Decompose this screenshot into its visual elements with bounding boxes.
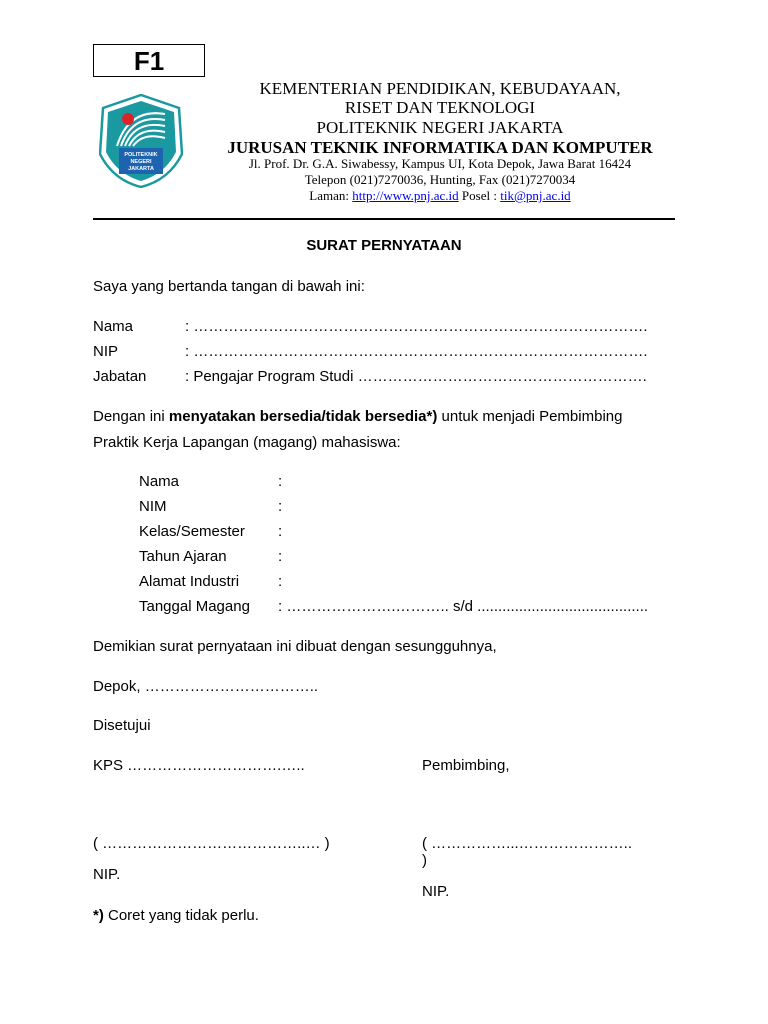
statement-suffix: untuk menjadi Pembimbing bbox=[437, 408, 623, 425]
student-class-label: Kelas/Semester bbox=[139, 523, 245, 540]
department-name: JURUSAN TEKNIK INFORMATIKA DAN KOMPUTER bbox=[227, 138, 653, 157]
place-date: Depok, …………………………….. bbox=[93, 678, 319, 695]
signer-nip-label: NIP bbox=[93, 343, 119, 360]
signer-name-value: : ………………………………………………………………………………. bbox=[185, 318, 648, 335]
logo-red-dot bbox=[122, 113, 134, 125]
statement-prefix: Dengan ini bbox=[93, 408, 169, 425]
email-link[interactable]: tik@pnj.ac.id bbox=[500, 188, 571, 203]
student-class-value: : bbox=[278, 523, 283, 540]
approved-label: Disetujui bbox=[93, 717, 151, 734]
supervisor-label: Pembimbing, bbox=[422, 757, 510, 774]
nip-right: NIP. bbox=[422, 883, 450, 900]
statement-line-1 bbox=[93, 408, 622, 425]
logo-line-1: POLITEKNIK bbox=[124, 152, 158, 158]
pnj-logo bbox=[99, 94, 183, 188]
student-industry-label: Alamat Industri bbox=[139, 573, 240, 590]
student-name-label: Nama bbox=[139, 473, 180, 490]
logo-line-2: NEGERI bbox=[130, 159, 152, 165]
institution-name: POLITEKNIK NEGERI JAKARTA bbox=[316, 118, 564, 137]
nip-left: NIP. bbox=[93, 866, 121, 883]
phone: Telepon (021)7270036, Hunting, Fax (021)7270034 bbox=[304, 172, 576, 187]
signature-right-line-2: ) bbox=[422, 852, 427, 869]
ministry-line-2: RISET DAN TEKNOLOGI bbox=[344, 98, 536, 117]
closing-text: Demikian surat pernyataan ini dibuat dengan sesungguhnya, bbox=[93, 638, 497, 655]
form-code-box: F1 bbox=[93, 44, 205, 77]
signer-name-label: Nama bbox=[93, 318, 134, 335]
email-label: Posel : bbox=[458, 188, 501, 203]
footnote bbox=[93, 907, 259, 924]
signer-position-label: Jabatan bbox=[93, 368, 147, 385]
student-name-value: : bbox=[278, 473, 283, 490]
contact-line bbox=[213, 188, 667, 204]
student-nim-value: : bbox=[278, 498, 283, 515]
address: Jl. Prof. Dr. G.A. Siwabessy, Kampus UI, Kota Depok, Jawa Barat 16424 bbox=[248, 156, 632, 171]
kps-label: KPS ………………………….….. bbox=[93, 757, 305, 774]
statement-choice: menyatakan bersedia/tidak bersedia*) bbox=[168, 408, 438, 425]
student-date-value: : ………………….……….. s/d ......................................... bbox=[278, 598, 649, 615]
website-link[interactable]: http://www.pnj.ac.id bbox=[352, 188, 459, 203]
footnote-mark: *) bbox=[93, 907, 104, 924]
signer-position-value: : Pengajar Program Studi …………………………………………………. bbox=[185, 368, 647, 385]
footnote-text: Coret yang tidak perlu. bbox=[103, 907, 259, 924]
student-year-label: Tahun Ajaran bbox=[139, 548, 227, 565]
student-nim-label: NIM bbox=[139, 498, 167, 515]
document-title: SURAT PERNYATAAN bbox=[306, 237, 462, 254]
student-industry-value: : bbox=[278, 573, 283, 590]
signature-right-line-1: ( ……………...………………….. bbox=[422, 835, 632, 852]
statement-line-2: Praktik Kerja Lapangan (magang) mahasiswa: bbox=[93, 434, 401, 451]
web-label: Laman: bbox=[309, 188, 353, 203]
logo-line-3: JAKARTA bbox=[128, 166, 154, 172]
student-date-label: Tanggal Magang bbox=[139, 598, 250, 615]
ministry-line-1: KEMENTERIAN PENDIDIKAN, KEBUDAYAAN, bbox=[259, 79, 621, 98]
student-year-value: : bbox=[278, 548, 283, 565]
signer-nip-value: : ………………………………………………………………………………. bbox=[185, 343, 648, 360]
intro-text: Saya yang bertanda tangan di bawah ini: bbox=[93, 278, 365, 295]
signature-left: ( …………………………………..… ) bbox=[93, 835, 330, 852]
letterhead-divider bbox=[93, 218, 675, 220]
